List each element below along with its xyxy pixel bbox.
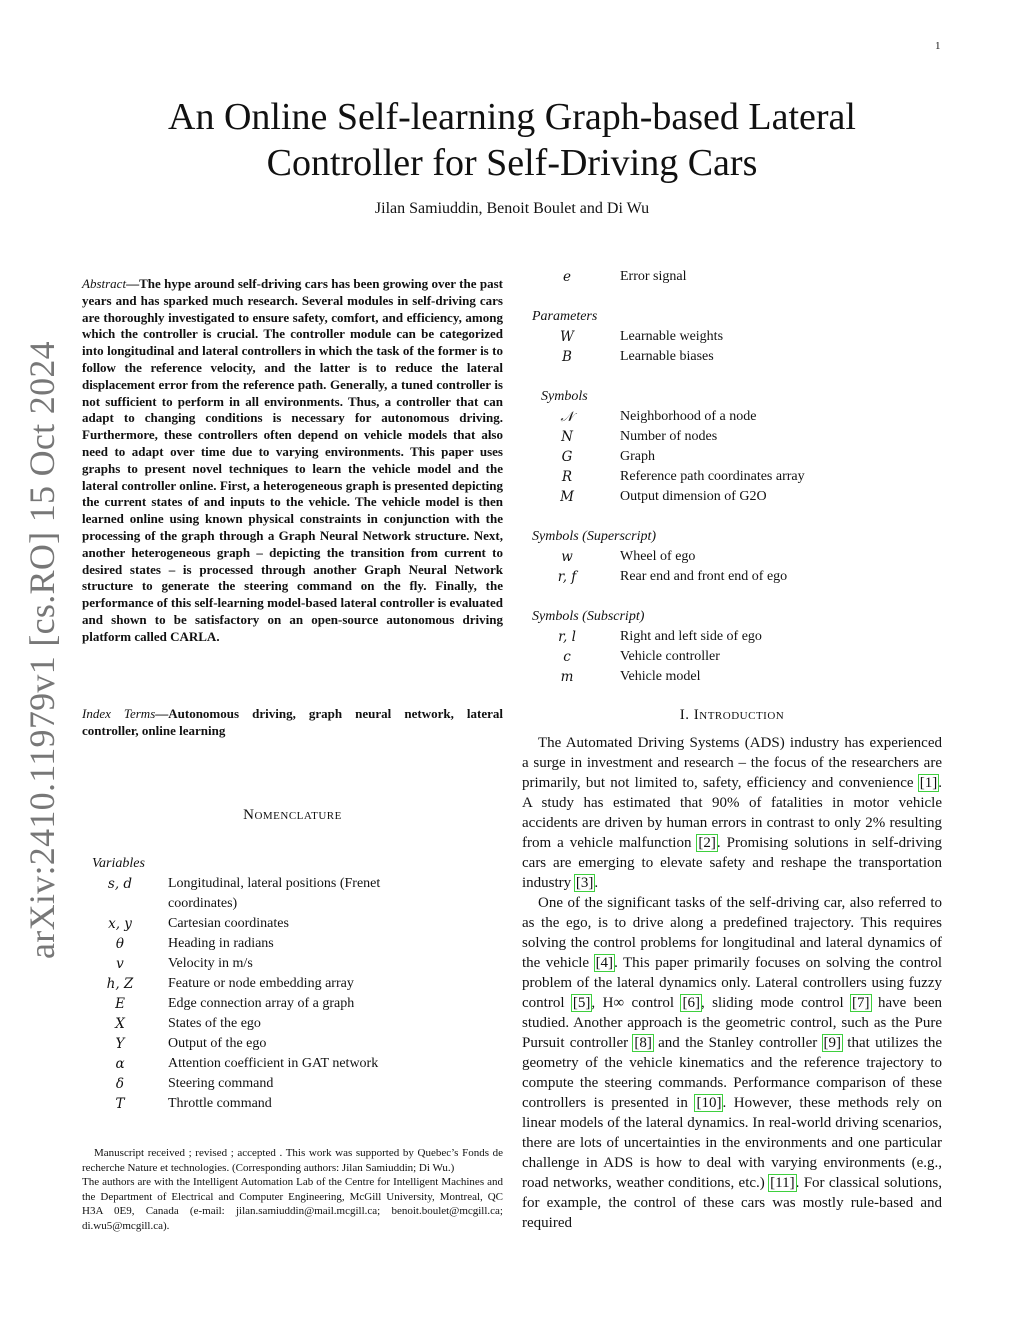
nomenclature-symbol: r, l [558, 629, 576, 645]
superscript-label: Symbols (Superscript) [532, 529, 657, 544]
symbols-label: Symbols [541, 389, 588, 404]
nomenclature-symbol: B [562, 349, 572, 365]
intro-text: . This paper primarily focuses on solving the control problem of the lateral dynamics only. Lateral controllers using fuzzy control [522, 955, 942, 1011]
nomenclature-symbol: c [563, 649, 571, 665]
symbol-row [532, 487, 942, 507]
nomenclature-description: Heading in radians [168, 936, 274, 951]
variable-row [92, 994, 502, 1014]
nomenclature-symbol: m [560, 669, 574, 685]
nomenclature-symbol: T [115, 1096, 125, 1112]
citation-link[interactable]: [4] [595, 955, 614, 971]
intro-text: . Promising solutions in self-driving cars are emerging to elevate safety and reshape the transportation industry [522, 835, 942, 891]
citation-link[interactable]: [3] [575, 875, 594, 891]
nomenclature-description: Attention coefficient in GAT network [168, 1056, 379, 1071]
nomenclature-description: Vehicle controller [620, 649, 720, 664]
intro-text: , sliding mode control [700, 995, 852, 1011]
nomenclature-symbol: W [560, 329, 574, 345]
intro-text: . [594, 875, 599, 891]
nomenclature-variables [92, 854, 502, 1114]
page-number: 1 [935, 40, 941, 52]
nomenclature-symbol: w [561, 549, 573, 565]
nomenclature-description: Rear end and front end of ego [620, 569, 788, 584]
abstract-text: The hype around self-driving cars has been growing over the past years and has sparked much research. Several modules in self-driving cars are thoroughly investigated to ensure safety, comfort, and efficiency, among which the controller is crucial. The controller module can be categorized into longitudinal and lateral controllers in which the task of the former is to follow the reference velocity, and the latter is to reduce the lateral displacement error from the reference path. Generally, a tuned controller is not sufficient to perform in all environments. Thus, a controller that can adapt to changing conditions is necessary for autonomous driving. Furthermore, these controllers often depend on vehicle models that also need to adapt over time due to varying environments. This paper uses graphs to present novel techniques to learn the vehicle model and the lateral controller online. First, a heterogeneous graph is presented depicting the current states of and inputs to the vehicle. The vehicle model is then learned online using known physical constraints in conjunction with the processing of the graph through a Graph Neural Network structure. Next, another heterogeneous graph – depicting the transition from current to desired states – is processed through another Graph Neural Network structure to generate the steering command on the fly. Finally, the performance of this self-learning model-based lateral controller is evaluated and shown to be satisfactory on an open-source autonomous driving platform called CARLA. [82, 276, 503, 644]
variables-list-continued [532, 267, 942, 287]
subscript-list [532, 627, 942, 687]
citation-link[interactable]: [11] [770, 1175, 795, 1191]
intro-text: . A study has estimated that 90% of fatalities in motor vehicle accidents are driven by human errors in contrast to only 2% resulting from a vehicle malfunction [522, 775, 942, 851]
subscript-row [532, 647, 942, 667]
variable-row [92, 1074, 502, 1094]
index-terms-label: Index Terms [82, 706, 156, 721]
citation-link[interactable]: [2] [698, 835, 716, 851]
variable-row [92, 1054, 502, 1074]
intro-text: . For classical solutions, for example, the control of these cars was mostly rule-based and required [522, 1175, 943, 1231]
variable-row [92, 954, 502, 974]
subscript-row [532, 627, 942, 647]
citation-link[interactable]: [6] [682, 995, 700, 1011]
variables-label: Variables [92, 856, 145, 871]
nomenclature-symbol: X [115, 1016, 125, 1032]
nomenclature-symbol: G [561, 449, 573, 465]
author-list: Jilan Samiuddin, Benoit Boulet and Di Wu [374, 200, 650, 217]
citation-link[interactable]: [1] [919, 775, 938, 791]
nomenclature-description: Learnable weights [620, 329, 724, 344]
index-terms-text: Autonomous driving, graph neural network, lateral controller, online learning [82, 706, 503, 738]
intro-text: . However, these methods rely on linear models of the lateral dynamics. In real-world driving scenarios, there are lots of uncertainties in the environments and one particular challenge in ADS is how to deal with varying environments (e.g., road networks, weather conditions, etc.) [522, 1095, 942, 1191]
nomenclature-heading [82, 807, 503, 824]
nomenclature-description: Learnable biases [620, 349, 714, 364]
nomenclature-symbol: e [563, 269, 571, 285]
subscript-row [532, 667, 942, 687]
variable-row [92, 1094, 502, 1114]
nomenclature-description: States of the ego [168, 1016, 261, 1031]
nomenclature-symbol: Y [115, 1036, 125, 1052]
intro-text: The Automated Driving Systems (ADS) industry has experienced a surge in investment and research – the focus of the researchers are primarily, but not limited to, safety, efficiency and convenience [522, 735, 942, 791]
citation-link[interactable]: [9] [823, 1035, 842, 1051]
superscript-row [532, 567, 942, 587]
footnote-manuscript: Manuscript received ; revised ; accepted . This work was supported by Quebec’s Fonds de recherche Nature et technologies. (Corresponding authors: Jilan Samiuddin; Di Wu.) [82, 1147, 503, 1174]
nomenclature-symbol: x, y [108, 916, 132, 932]
nomenclature-description: Velocity in m/s [168, 956, 253, 971]
nomenclature-symbol: δ [115, 1076, 125, 1092]
nomenclature-description: Vehicle model [620, 669, 701, 684]
nomenclature-description: Edge connection array of a graph [168, 996, 355, 1011]
nomenclature-description: Steering command [168, 1076, 274, 1091]
nomenclature-symbol: E [115, 996, 125, 1012]
nomenclature-description: Number of nodes [620, 429, 718, 444]
intro-text: have been studied. Another approach is the geometric control, such as the Pure Pursuit controller [522, 995, 942, 1051]
variable-row [92, 974, 502, 994]
parameter-row [532, 327, 942, 347]
index-terms-dash: — [155, 706, 169, 721]
parameters-label: Parameters [532, 309, 598, 324]
citation-link[interactable]: [8] [634, 1035, 652, 1051]
symbol-row [532, 407, 942, 427]
nomenclature-description: Output dimension of G2O [620, 489, 767, 504]
nomenclature-symbol: α [115, 1056, 125, 1072]
symbols-list [532, 407, 942, 507]
nomenclature-symbol: θ [115, 936, 125, 952]
parameters-list [532, 327, 942, 367]
intro-text: , H∞ control [591, 995, 682, 1011]
nomenclature-description: Feature or node embedding array [168, 976, 354, 991]
variables-list [92, 874, 502, 1114]
nomenclature-symbol: M [560, 489, 574, 505]
variable-row [92, 914, 502, 934]
title-line-1: An Online Self-learning Graph-based Lateral [168, 96, 856, 138]
abstract-label: Abstract [82, 276, 127, 291]
intro-text: One of the significant tasks of the self-driving car, also referred to as the ego, is to drive along a predefined trajectory. This requires solving the control problems for longitudinal and lateral dynamics of the vehicle [522, 895, 942, 971]
title-line-2: Controller for Self-Driving Cars [266, 142, 758, 184]
arxiv-stamp: arXiv:2410.11979v1 [cs.RO] 15 Oct 2024 [22, 341, 62, 959]
intro-paragraph-1 [522, 733, 942, 893]
nomenclature-description: Wheel of ego [620, 549, 696, 564]
nomenclature-symbol: R [561, 469, 573, 485]
nomenclature-symbol: h, Z [106, 976, 134, 992]
variable-row [532, 267, 942, 287]
nomenclature-description: Right and left side of ego [620, 629, 762, 644]
nomenclature-description: Graph [620, 449, 655, 464]
intro-text: and the Stanley controller [652, 1035, 823, 1051]
citation-link[interactable]: [7] [852, 995, 870, 1011]
variable-row [92, 1034, 502, 1054]
nomenclature-symbol: N [561, 429, 573, 445]
variable-row [92, 1014, 502, 1034]
nomenclature-description: Longitudinal, lateral positions (Frenet coordinates) [168, 876, 381, 911]
paper-title [0, 94, 1024, 186]
nomenclature-symbol: 𝒩 [560, 409, 574, 425]
footnote-affiliation: The authors are with the Intelligent Automation Lab of the Centre for Intelligent Machines and the Department of Electrical and Computer Engineering, McGill University, Montreal, QC H3A 0E9, Canada (e-mail: jilan.samiuddin@mail.mcgill.ca; benoit.boulet@mcgill.ca; di.wu5@mcgill.ca). [82, 1176, 503, 1232]
nomenclature-description: Neighborhood of a node [620, 409, 757, 424]
nomenclature-heading-text: Nomenclature [243, 807, 342, 823]
symbol-row [532, 427, 942, 447]
index-terms [82, 706, 503, 740]
parameter-row [532, 347, 942, 367]
nomenclature-symbol: v [116, 956, 124, 972]
nomenclature-description: Output of the ego [168, 1036, 267, 1051]
nomenclature-symbol: s, d [107, 876, 133, 892]
introduction-body [522, 733, 942, 1233]
introduction-heading [522, 707, 942, 724]
nomenclature-description: Reference path coordinates array [620, 469, 805, 484]
nomenclature-description: Throttle command [168, 1096, 272, 1111]
subscript-label: Symbols (Subscript) [532, 609, 645, 624]
symbol-row [532, 467, 942, 487]
superscript-list [532, 547, 942, 587]
superscript-row [532, 547, 942, 567]
nomenclature-continued [532, 267, 942, 687]
variable-row [92, 874, 502, 914]
footnote [82, 1146, 503, 1233]
nomenclature-description: Cartesian coordinates [168, 916, 289, 931]
variable-row [92, 934, 502, 954]
citation-link[interactable]: [5] [572, 995, 591, 1011]
nomenclature-description: Error signal [620, 269, 687, 284]
intro-paragraph-2 [522, 893, 942, 1233]
nomenclature-symbol: r, f [557, 569, 577, 585]
abstract-dash: — [126, 276, 140, 291]
introduction-heading-text: I. Introduction [679, 707, 785, 723]
abstract [82, 276, 503, 646]
intro-text: that utilizes the geometry of the vehicle kinematics and the reference trajectory to compute the steering commands. Performance comparison of these controllers is presented in [522, 1035, 942, 1111]
citation-link[interactable]: [10] [696, 1095, 722, 1111]
symbol-row [532, 447, 942, 467]
